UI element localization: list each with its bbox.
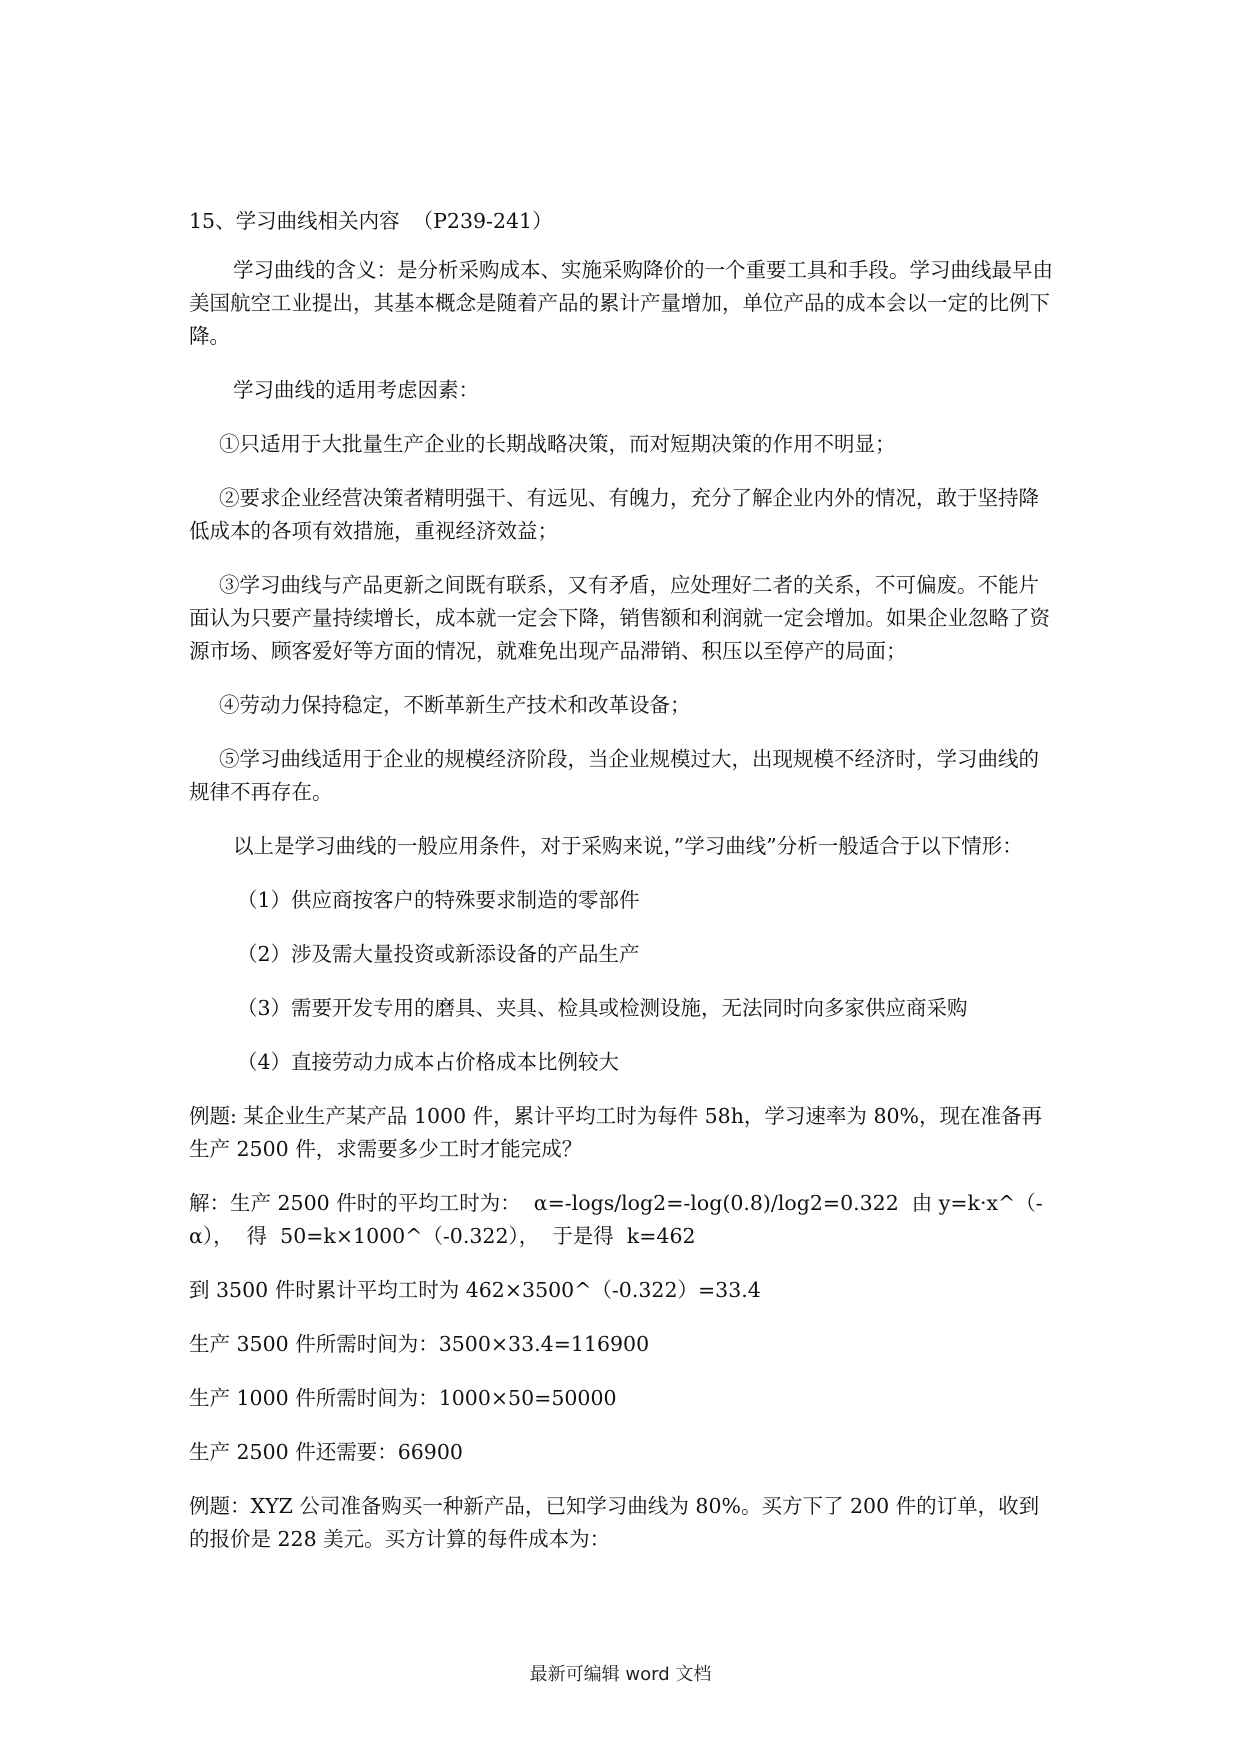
- solution-line-1: 解：生产 2500 件时的平均工时为： α=-logs/log2=-log(0.8)/log2=0.322 由 y=k·x^（-α）， 得 50=k×1000^（-0.322）， 于是得 k=462: [189, 1191, 1043, 1248]
- example-2: 例题：XYZ 公司准备购买一种新产品，已知学习曲线为 80%。买方下了 200 件的订单，收到的报价是 228 美元。买方计算的每件成本为：: [189, 1494, 1040, 1551]
- condition-item-4: （4）直接劳动力成本占价格成本比例较大: [237, 1050, 620, 1074]
- solution-line-2: 到 3500 件时累计平均工时为 462×3500^（-0.322）=33.4: [189, 1278, 761, 1302]
- factor-item-4: ④劳动力保持稳定，不断革新生产技术和改革设备；: [219, 693, 691, 717]
- solution-line-5: 生产 2500 件还需要：66900: [189, 1440, 463, 1464]
- factor-item-3: ③学习曲线与产品更新之间既有联系，又有矛盾，应处理好二者的关系，不可偏废。不能片面认为只要产量持续增长，成本就一定会下降，销售额和利润就一定会增加。如果企业忽略了资源市场、顾客爱好等方面的情况，就难免出现产品滞销、积压以至停产的局面；: [189, 573, 1050, 663]
- solution-line-4: 生产 1000 件所需时间为：1000×50=50000: [189, 1386, 617, 1410]
- condition-item-3: （3）需要开发专用的磨具、夹具、检具或检测设施，无法同时向多家供应商采购: [237, 996, 968, 1020]
- factor-item-1: ①只适用于大批量生产企业的长期战略决策，而对短期决策的作用不明显；: [219, 432, 896, 456]
- definition-paragraph: 学习曲线的含义：是分析采购成本、实施采购降价的一个重要工具和手段。学习曲线最早由美国航空工业提出，其基本概念是随着产品的累计产量增加，单位产品的成本会以一定的比例下降。: [189, 258, 1053, 348]
- section-title: 15、学习曲线相关内容 （P239-241）: [189, 209, 553, 233]
- solution-line-3: 生产 3500 件所需时间为：3500×33.4=116900: [189, 1332, 650, 1356]
- factors-heading: 学习曲线的适用考虑因素：: [233, 378, 479, 402]
- factor-item-5: ⑤学习曲线适用于企业的规模经济阶段，当企业规模过大，出现规模不经济时，学习曲线的规律不再存在。: [189, 747, 1039, 804]
- condition-item-1: （1）供应商按客户的特殊要求制造的零部件: [237, 888, 640, 912]
- example-1: 例题: 某企业生产某产品 1000 件，累计平均工时为每件 58h，学习速率为 80%，现在准备再生产 2500 件，求需要多少工时才能完成？: [189, 1104, 1043, 1161]
- conditions-intro: 以上是学习曲线的一般应用条件，对于采购来说，”学习曲线”分析一般适合于以下情形：: [233, 834, 1023, 858]
- condition-item-2: （2）涉及需大量投资或新添设备的产品生产: [237, 942, 640, 966]
- document-body: [189, 205, 1059, 1577]
- factor-item-2: ②要求企业经营决策者精明强干、有远见、有魄力，充分了解企业内外的情况，敢于坚持降低成本的各项有效措施，重视经济效益；: [189, 486, 1039, 543]
- page-footer: 最新可编辑 word 文档: [529, 1664, 712, 1685]
